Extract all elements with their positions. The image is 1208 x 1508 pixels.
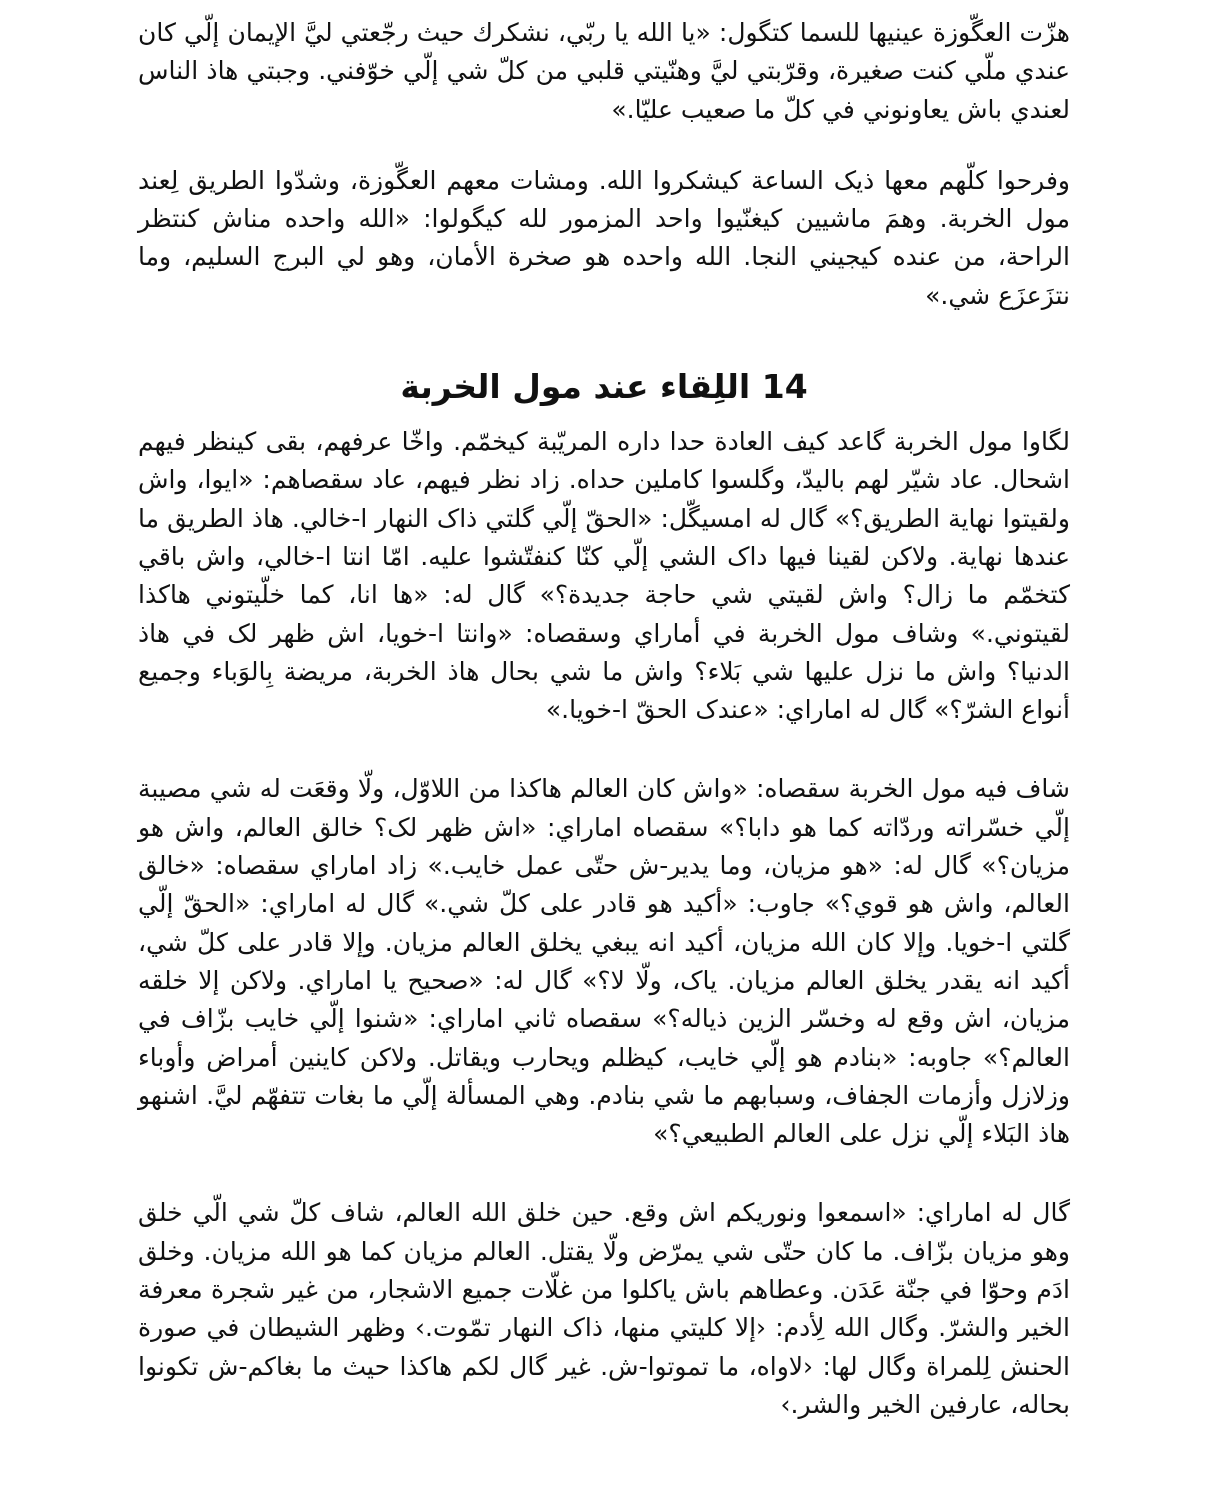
- paragraph-creator-question: شاف فيه مول الخربة سقصاه: «واش كان العالم هاكذا من اللاوّل، ولّا وقعَت له شي مصيبة إلّي خسّراته وردّاته كما هو دابا؟» سقصاه اماراي: «اش ظهر لک؟ خالق العالم، واش هو مزيان؟» گال له: «هو مزيان، وما يدير-ش حتّى عمل خايب.» زاد اماراي سقصاه: «خالق العالم، واش هو قوي؟» جاوب: «أكيد هو قادر على كلّ شي.» گال له اماراي: «الحقّ إلّي گلتي ا-خويا. وإلا كان الله مزيان، أكيد انه يبغي يخلق العالم مزيان. وإلا قادر على كلّ شي، أكيد انه يقدر يخلق العالم مزيان. ياک، ولّا لا؟» گال له: «صحيح يا اماراي. ولاكن إلا خلقه مزيان، اش وقع له وخسّر الزين ذياله؟» سقصاه ثاني اماراي: «شنوا إلّي خايب بزّاف في العالم؟» جاوبه: «بنادم هو إلّي خايب، كيظلم ويحارب ويقاتل. ولاكن كاينين أمراض وأوباء وزلازل وأزمات الجفاف، وسبابهم ما شي بنادم. وهي المسألة إلّي ما بغات تتفهّم ليَّ. اشنهو هاذ البَلاء إلّي نزل على العالم الطبيعي؟»: [138, 774, 1070, 1149]
- chapter-number: 14: [761, 367, 808, 407]
- document-page: [138, 14, 1070, 1424]
- chapter-title-text: اللِقاء عند مول الخربة: [400, 367, 751, 407]
- paragraph-psalm-song: وفرحوا كلّهم معها ذيک الساعة كيشكروا الله. ومشات معهم العگّوزة، وشدّوا الطريق لِعند مول الخربة. وهمَ ماشيين كيغنّيوا واحد المزمور لله كيگولوا: «الله واحده مناش كنتظر الراحة، من عنده كيجيني النجا. الله واحده هو صخرة الأمان، وهو لي البرج السليم، وما نتزَعزَع شي.»: [138, 165, 1070, 310]
- paragraph-garden-story: گال له اماراي: «اسمعوا ونوريكم اش وقع. حين خلق الله العالم، شاف كلّ شي الّي خلق وهو مزيان بزّاف. ما كان حتّى شي يمرّض ولّا يقتل. العالم مزيان كما هو الله مزيان. وخلق ادَم وحوّا في جنّة عَدَن. وعطاهم باش ياكلوا من غلّات جميع الاشجار، من غير شجرة معرفة الخير والشرّ. وگال الله لِأدم: ‹إلا كليتي منها، ذاک النهار تمّوت.› وظهر الشيطان في صورة الحنش لِلمراة وگال لها: ‹لاواه، ما تموتوا-ش. غير گال لكم هاكذا حيث ما بغاكم-ش تكونوا بحاله، عارفين الخير والشر.›: [138, 1198, 1070, 1419]
- paragraph-meeting-ruin-owner: لگاوا مول الخربة گاعد كيف العادة حدا داره المريّبة كيخمّم. واخّا عرفهم، بقى كينظر فيهم اشحال. عاد شيّر لهم باليدّ، وگلسوا كاملين حداه. زاد نظر فيهم، عاد سقصاهم: «ايوا، واش ولقيتوا نهاية الطريق؟» گال له امسيگّل: «الحقّ إلّي گلتي ذاک النهار ا-خالي. هاذ الطريق ما عندها نهاية. ولاكن لقينا فيها داک الشي إلّي كنّا كنفتّشوا عليه. امّا انتا ا-خالي، واش باقي كتخمّم ما زال؟ واش لقيتي شي حاجة جديدة؟» گال له: «ها انا، كما خلّيتوني هاكذا لقيتوني.» وشاف مول الخربة في أماراي وسقصاه: «وانتا ا-خويا، اش ظهر لک في هاذ الدنيا؟ واش ما نزل عليها شي بَلاء؟ واش ما شي بحال هاذ الخربة، مريضة بِالوَباء وجميع أنواع الشرّ؟» گال له اماراي: «عندک الحقّ ا-خويا.»: [138, 427, 1070, 725]
- paragraph-old-woman-prayer: هزّت العگّوزة عينيها للسما كتگول: «يا الله يا ربّي، نشكرك حيث رجّعتي ليَّ الإيمان إلّي كان عندي ملّي كنت صغيرة، وقرّبتي ليَّ وهنّيتي قلبي من كلّ شي إلّي خوّفني. وجبتي هاذ الناس لعندي باش يعاونوني في كلّ ما صعيب عليّا.»: [138, 18, 1070, 124]
- chapter-heading: [138, 365, 1070, 409]
